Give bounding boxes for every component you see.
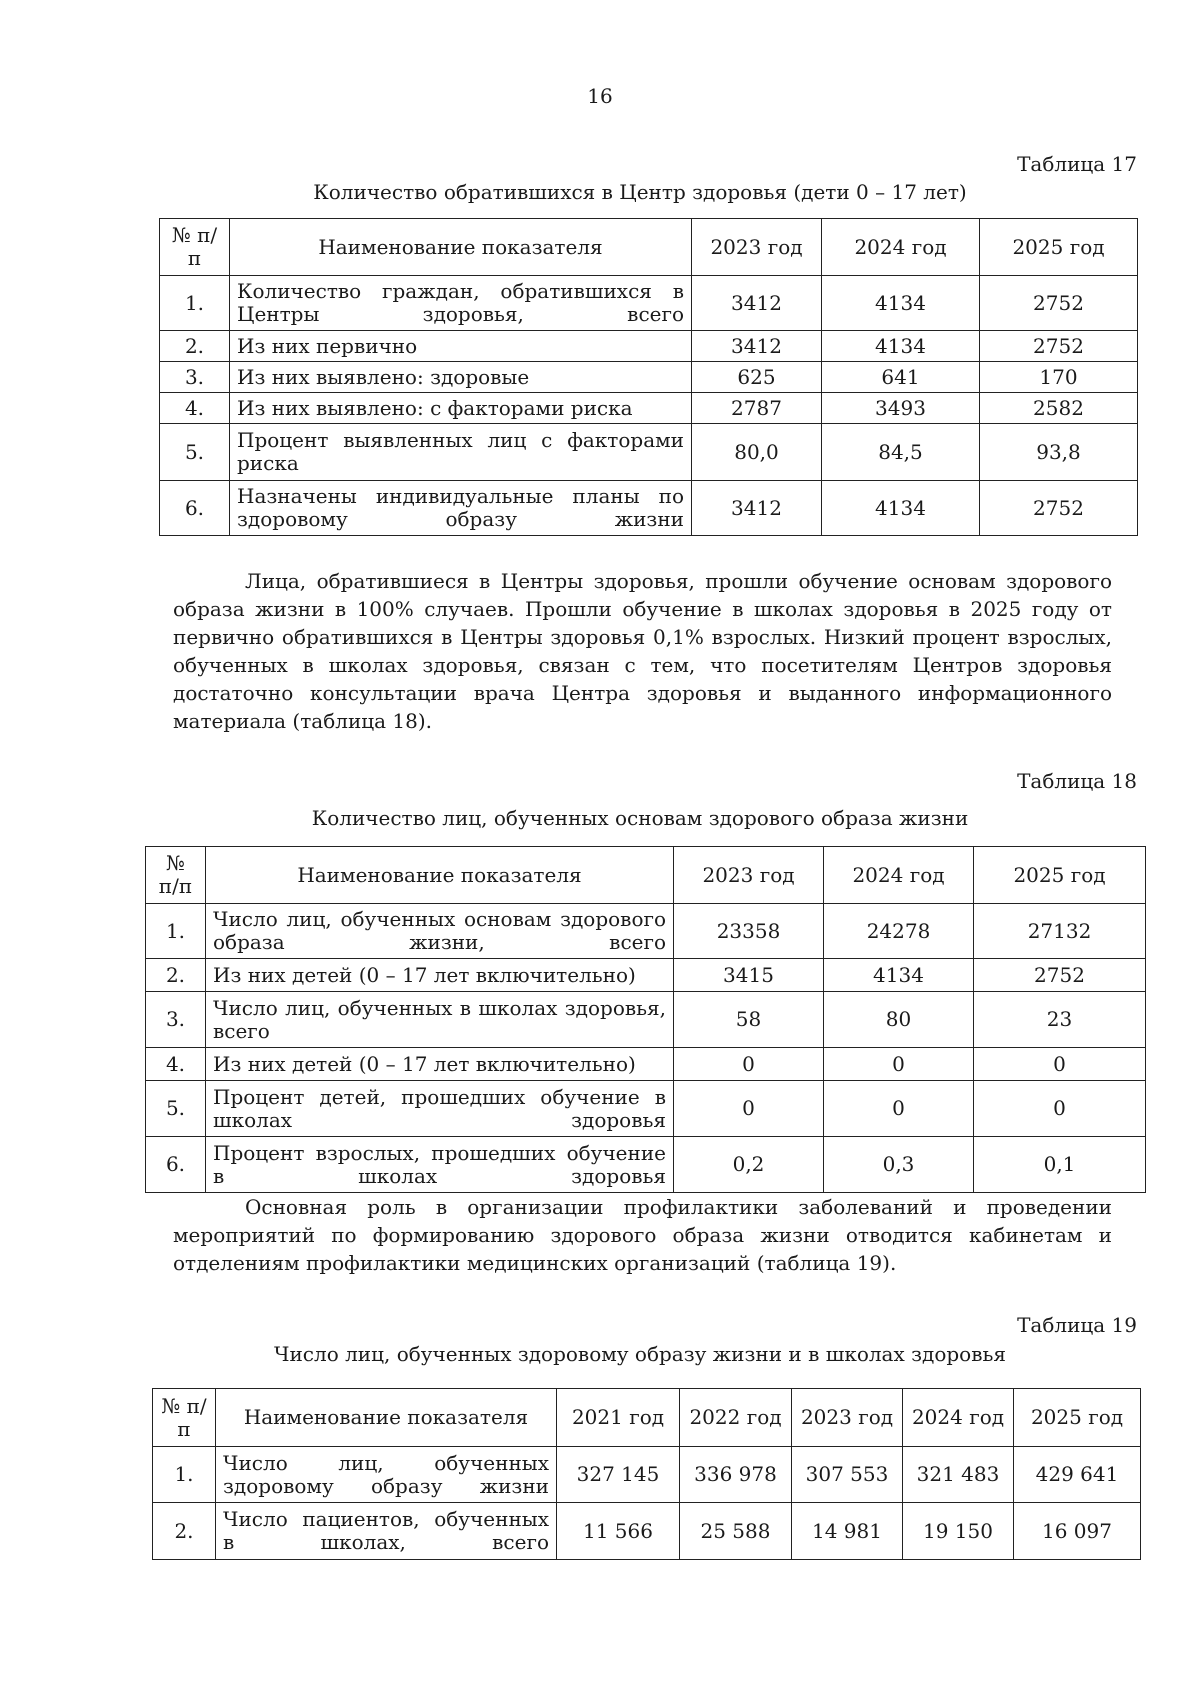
row-number: 6. xyxy=(160,481,230,536)
table-row xyxy=(146,992,1146,1048)
header-cell: 2025 год xyxy=(1014,1389,1141,1447)
value-cell: 19 150 xyxy=(903,1503,1014,1560)
row-number: 1. xyxy=(146,904,206,959)
row-name: Число пациентов, обученных в школах, всего xyxy=(216,1503,557,1560)
table-17-label: Таблица 17 xyxy=(1017,152,1137,176)
value-cell: 80,0 xyxy=(692,424,822,481)
table-18-caption: Количество лиц, обученных основам здорового образа жизни xyxy=(311,806,969,830)
paragraph-2: Основная роль в организации профилактики заболеваний и проведении мероприятий по формированию здорового образа жизни отводится кабинетам и отделениям профилактики медицинских организаций (таблица 19). xyxy=(173,1195,1112,1275)
table-header-row xyxy=(160,219,1138,276)
value-cell: 4134 xyxy=(822,331,980,362)
row-number: 2. xyxy=(146,959,206,992)
value-cell: 0 xyxy=(674,1081,824,1137)
value-cell: 641 xyxy=(822,362,980,393)
table-row xyxy=(153,1447,1141,1503)
row-name: Из них детей (0 – 17 лет включительно) xyxy=(206,959,674,992)
value-cell: 93,8 xyxy=(980,424,1138,481)
row-number: 3. xyxy=(160,362,230,393)
value-cell: 4134 xyxy=(822,481,980,536)
value-cell: 3493 xyxy=(822,393,980,424)
header-cell: № п/п xyxy=(160,219,230,276)
row-name: Из них первично xyxy=(230,331,692,362)
row-number: 4. xyxy=(146,1048,206,1081)
value-cell: 3415 xyxy=(674,959,824,992)
header-cell: 2021 год xyxy=(557,1389,680,1447)
header-cell: № п/п xyxy=(146,847,206,904)
row-name: Процент выявленных лиц с факторами риска xyxy=(230,424,692,481)
value-cell: 429 641 xyxy=(1014,1447,1141,1503)
value-cell: 2752 xyxy=(974,959,1146,992)
value-cell: 0,3 xyxy=(824,1137,974,1193)
table-17 xyxy=(159,218,1138,536)
row-name: Из них выявлено: с факторами риска xyxy=(230,393,692,424)
value-cell: 4134 xyxy=(824,959,974,992)
row-name: Число лиц, обученных основам здорового образа жизни, всего xyxy=(206,904,674,959)
value-cell: 625 xyxy=(692,362,822,393)
header-cell: Наименование показателя xyxy=(216,1389,557,1447)
table-19-label: Таблица 19 xyxy=(1017,1313,1137,1337)
row-name: Число лиц, обученных здоровому образу жизни xyxy=(216,1447,557,1503)
value-cell: 327 145 xyxy=(557,1447,680,1503)
paragraph-1: Лица, обратившиеся в Центры здоровья, прошли обучение основам здорового образа жизни в 100% случаев. Прошли обучение в школах здоровья в 2025 году от первично обратившихся в Центры здоровья 0,1% взрослых. Низкий процент взрослых, обученных в школах здоровья, связан с тем, что посетителям Центров здоровья достаточно консультации врача Центра здоровья и выданного информационного материала (таблица 18). xyxy=(173,569,1112,733)
row-number: 3. xyxy=(146,992,206,1048)
value-cell: 2582 xyxy=(980,393,1138,424)
value-cell: 336 978 xyxy=(680,1447,792,1503)
value-cell: 3412 xyxy=(692,481,822,536)
value-cell: 3412 xyxy=(692,331,822,362)
header-cell: 2024 год xyxy=(903,1389,1014,1447)
value-cell: 23358 xyxy=(674,904,824,959)
row-name: Процент детей, прошедших обучение в школах здоровья xyxy=(206,1081,674,1137)
table-row xyxy=(146,1081,1146,1137)
table-header-row xyxy=(146,847,1146,904)
row-number: 2. xyxy=(160,331,230,362)
value-cell: 321 483 xyxy=(903,1447,1014,1503)
header-cell: № п/п xyxy=(153,1389,216,1447)
table-row xyxy=(160,481,1138,536)
table-row xyxy=(146,904,1146,959)
value-cell: 0 xyxy=(974,1081,1146,1137)
header-cell: 2024 год xyxy=(822,219,980,276)
table-row xyxy=(160,276,1138,331)
value-cell: 24278 xyxy=(824,904,974,959)
value-cell: 0 xyxy=(824,1048,974,1081)
table-row xyxy=(146,959,1146,992)
row-name: Количество граждан, обратившихся в Центры здоровья, всего xyxy=(230,276,692,331)
value-cell: 307 553 xyxy=(792,1447,903,1503)
header-cell: Наименование показателя xyxy=(230,219,692,276)
header-cell: Наименование показателя xyxy=(206,847,674,904)
table-row xyxy=(160,362,1138,393)
page-number: 16 xyxy=(587,84,613,108)
row-number: 2. xyxy=(153,1503,216,1560)
table-row xyxy=(146,1137,1146,1193)
value-cell: 11 566 xyxy=(557,1503,680,1560)
header-cell: 2023 год xyxy=(692,219,822,276)
value-cell: 0,1 xyxy=(974,1137,1146,1193)
value-cell: 2752 xyxy=(980,276,1138,331)
row-name: Из них детей (0 – 17 лет включительно) xyxy=(206,1048,674,1081)
row-number: 1. xyxy=(153,1447,216,1503)
table-19 xyxy=(152,1388,1141,1560)
row-number: 1. xyxy=(160,276,230,331)
value-cell: 0 xyxy=(674,1048,824,1081)
row-number: 6. xyxy=(146,1137,206,1193)
table-17-caption: Количество обратившихся в Центр здоровья (дети 0 – 17 лет) xyxy=(313,180,967,204)
header-cell: 2025 год xyxy=(980,219,1138,276)
header-cell: 2025 год xyxy=(974,847,1146,904)
value-cell: 58 xyxy=(674,992,824,1048)
header-cell: 2024 год xyxy=(824,847,974,904)
table-18-label: Таблица 18 xyxy=(1017,769,1137,793)
row-name: Процент взрослых, прошедших обучение в школах здоровья xyxy=(206,1137,674,1193)
row-name: Назначены индивидуальные планы по здоровому образу жизни xyxy=(230,481,692,536)
value-cell: 84,5 xyxy=(822,424,980,481)
table-row xyxy=(160,424,1138,481)
value-cell: 0 xyxy=(824,1081,974,1137)
row-number: 4. xyxy=(160,393,230,424)
value-cell: 3412 xyxy=(692,276,822,331)
header-cell: 2022 год xyxy=(680,1389,792,1447)
value-cell: 14 981 xyxy=(792,1503,903,1560)
table-header-row xyxy=(153,1389,1141,1447)
table-row xyxy=(160,393,1138,424)
value-cell: 23 xyxy=(974,992,1146,1048)
value-cell: 2752 xyxy=(980,331,1138,362)
table-row xyxy=(160,331,1138,362)
value-cell: 0,2 xyxy=(674,1137,824,1193)
row-number: 5. xyxy=(146,1081,206,1137)
value-cell: 27132 xyxy=(974,904,1146,959)
value-cell: 170 xyxy=(980,362,1138,393)
value-cell: 80 xyxy=(824,992,974,1048)
value-cell: 0 xyxy=(974,1048,1146,1081)
value-cell: 2787 xyxy=(692,393,822,424)
header-cell: 2023 год xyxy=(792,1389,903,1447)
value-cell: 2752 xyxy=(980,481,1138,536)
value-cell: 25 588 xyxy=(680,1503,792,1560)
row-name: Из них выявлено: здоровые xyxy=(230,362,692,393)
table-19-caption: Число лиц, обученных здоровому образу жизни и в школах здоровья xyxy=(274,1342,1006,1366)
row-number: 5. xyxy=(160,424,230,481)
row-name: Число лиц, обученных в школах здоровья, всего xyxy=(206,992,674,1048)
value-cell: 16 097 xyxy=(1014,1503,1141,1560)
value-cell: 4134 xyxy=(822,276,980,331)
header-cell: 2023 год xyxy=(674,847,824,904)
table-18 xyxy=(145,846,1146,1193)
table-row xyxy=(146,1048,1146,1081)
table-row xyxy=(153,1503,1141,1560)
